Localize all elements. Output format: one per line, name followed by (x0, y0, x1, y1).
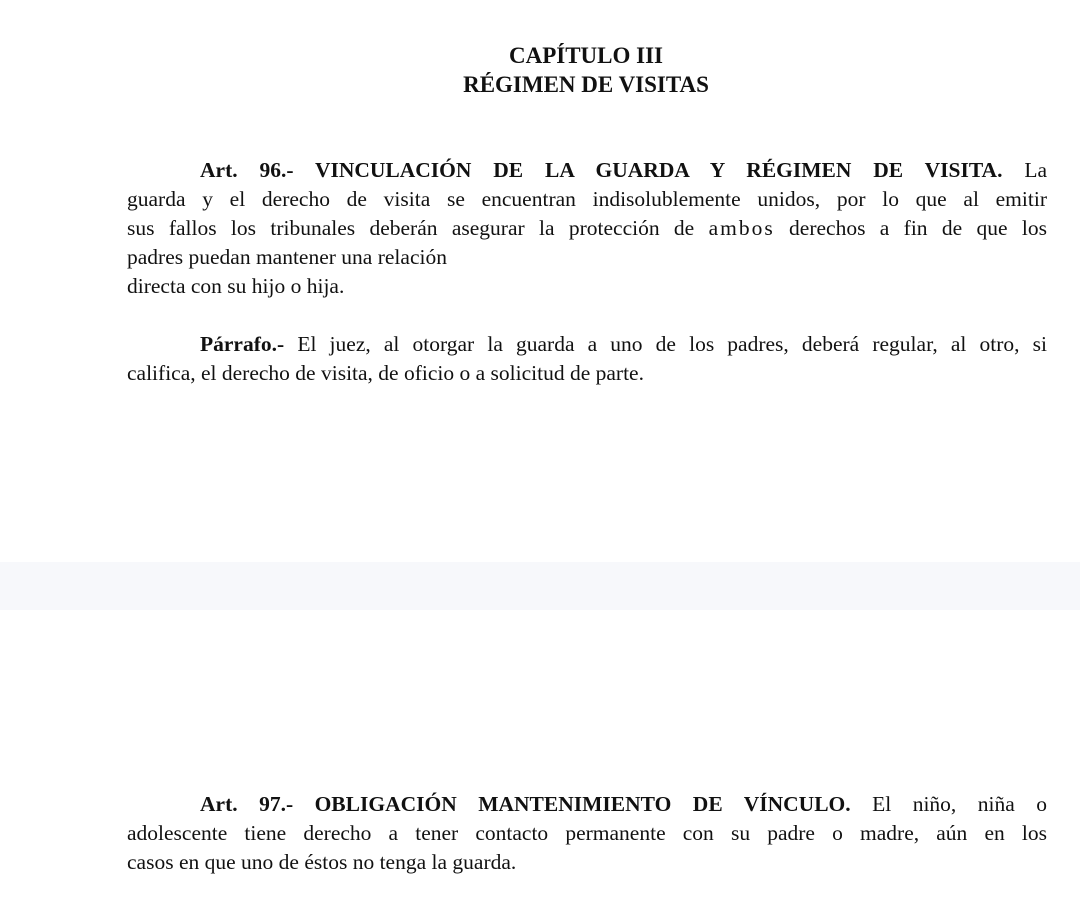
page-separator (0, 562, 1080, 610)
article-96-line-1 (127, 156, 1047, 185)
chapter-number: CAPÍTULO III (508, 43, 663, 68)
article-96-line-3 (127, 214, 1047, 243)
article-96-line-1-tail: La (1024, 158, 1048, 182)
parrafo-line-2: califica, el derecho de visita, de oficio o a solicitud de parte. (127, 361, 644, 385)
article-97-line-2: adolescente tiene derecho a tener contacto permanente con su padre o madre, aún en los (127, 821, 1047, 845)
article-96 (127, 156, 1047, 301)
article-96-line-3-end: derechos a fin de que los (789, 216, 1047, 240)
article-97-line-1-tail: El niño, niña o (872, 792, 1047, 816)
article-96-parrafo (127, 330, 1047, 388)
article-96-line-4: padres puedan mantener una relación (127, 245, 447, 269)
parrafo-label: Párrafo.- (200, 332, 285, 356)
article-97-line-1 (127, 790, 1047, 819)
article-97 (127, 790, 1047, 877)
parrafo-line-1-text: El juez, al otorgar la guarda a uno de los padres, deberá regular, al otro, si (297, 332, 1047, 356)
article-96-heading: Art. 96.- VINCULACIÓN DE LA GUARDA Y RÉGIMEN DE VISITA. (200, 158, 1003, 182)
article-96-line-5: directa con su hijo o hija. (127, 274, 345, 298)
article-96-line-3-spaced-word: ambos (708, 216, 775, 240)
article-96-line-3-start: sus fallos los tribunales deberán asegurar la protección de (127, 216, 695, 240)
document-page-bottom (0, 610, 1080, 921)
article-96-line-2: guarda y el derecho de visita se encuentran indisolublemente unidos, por lo que al emitir (127, 187, 1047, 211)
chapter-title: RÉGIMEN DE VISITAS (463, 72, 709, 97)
parrafo-line-1 (127, 330, 1047, 359)
article-97-heading: Art. 97.- OBLIGACIÓN MANTENIMIENTO DE VÍNCULO. (200, 792, 851, 816)
article-97-line-3: casos en que uno de éstos no tenga la guarda. (127, 850, 517, 874)
